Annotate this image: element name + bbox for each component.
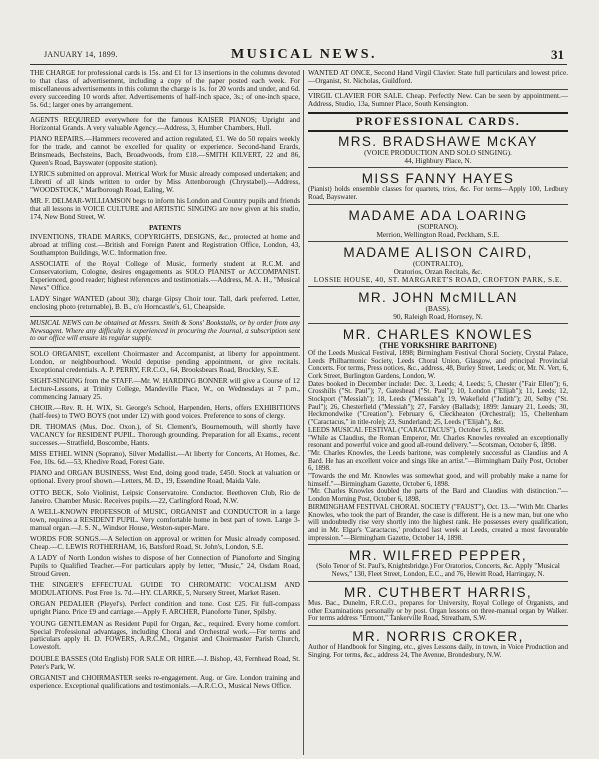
card-alison-caird: [308, 245, 568, 284]
card-notice: LEEDS MUSICAL FESTIVAL ("CARACTACUS"), October 5, 1898.: [308, 425, 506, 434]
issue-date: JANUARY 14, 1899.: [44, 50, 118, 59]
ad-lady-singer: LADY Singer WANTED (about 30); charge Gipsy Choir tour. Tall, dark preferred. Letter, enclosing photo (returnable), B. B., c/o Horncastle's, 61, Cheapside.: [30, 295, 300, 312]
card-name: MR. CHARLES KNOWLES: [342, 326, 534, 342]
card-body: (Solo Tenor of St. Paul's, Knightsbridge.) For Oratorios, Concerts, &c. Apply "Musical News," 130, Fleet Street, London, E.C., and 76, Hewitt Road, Harringay, N.: [316, 562, 560, 579]
ad-associate-rcm: ASSOCIATE of the Royal College of Music, formerly student at R.C.M. and Conservatorium, Cologne, desires engagements as SOLO PIANIST or ACCOMPANIST. Experienced, good reader; highest references and testimonials.—Address, M. A. H., "Musical News" Office.: [30, 260, 300, 293]
card-address: 44, Highbury Place, N.: [404, 156, 472, 166]
card-john-mcmillan: [308, 290, 568, 321]
ad-choir: CHOIR.—Rev. R. H. WIX, St. George's School, Harpenden, Herts, offers EXHIBITIONS (half-fees) to TWO BOYS (not under 12) with good voices. Preference to sons of clergy.: [30, 403, 300, 420]
ad-organ-pedalier: ORGAN PEDALIER (Pleyel's). Perfect condition and tone. Cost £25. Fit full-compass upright Piano. Price £9 and carriage.—Apply F. ARCHER, Pianoforte Tuner, Spilsby.: [30, 600, 300, 617]
card-line: (VOICE PRODUCTION AND SOLO SINGING).: [364, 148, 512, 158]
ad-singers-guide: THE SINGER'S EFFECTUAL GUIDE TO CHROMATIC VOCALISM AND MODULATIONS. Post Free 1s. 7d.—HY. CLARKE, 5, Nursery Street, Market Rasen.: [30, 581, 300, 598]
divider: [30, 113, 300, 114]
ad-patents-heading: PATENTS: [148, 224, 182, 233]
card-line: (CONTRALTO),: [412, 258, 464, 268]
ad-lady-north-london: A LADY of North London wishes to dispose of her Connection of Pianoforte and Singing Pupils to Qualified Teacher.—For particulars apply by letter, "Music," 24, Osdam Road, Stroud Green.: [30, 554, 300, 578]
card-cuthbert-harris: [308, 585, 568, 623]
card-name: MRS. BRADSHAWE McKAY: [338, 134, 538, 150]
ad-inventions: INVENTIONS, TRADE MARKS, COPYRIGHTS, DESIGNS, &c., protected at home and abroad at trifling cost.—British and Foreign Patent and Registration Office, London, 43, Southampton Buildings, W.C. Information free.: [30, 233, 300, 258]
ad-professor-of-music: A WELL-KNOWN PROFESSOR of MUSIC, ORGANIST and CONDUCTOR in a large town, requires a RESIDENT PUPIL. Very comfortable home in best part of town. Large 3-manual organ.—J. S. N., Windsor House, Weston-super-Mare.: [30, 507, 300, 532]
card-charles-knowles: [308, 327, 568, 543]
ad-double-basses: DOUBLE BASSES (Old English) FOR SALE OR HIRE.—J. Bishop, 43, Fernhead Road, St. Peter's Park, W.: [30, 654, 300, 671]
column-divider: [303, 70, 304, 755]
card-name: MR. CUTHBERT HARRIS,: [343, 584, 533, 600]
ad-solo-organist: SOLO ORGANIST, excellent Choirmaster and Accompanist, at liberty for appointment. London, or neighbourhood. Would deputise pending appointment, or give recitals. Exceptional credentials. A. P. PERRY, F.R.C.O., 64, Brooksbears Road, Brockley, S.E.: [30, 349, 300, 374]
card-name: MADAME ADA LOARING: [348, 207, 528, 223]
ad-sight-singing: SIGHT-SINGING from the STAFF.—Mr. W. HARDING BONNER will give a Course of 12 Lecture-Lessons, at Trinity College, Mandeville Place, W., on Wednesdays at 7 p.m., commencing January 25.: [30, 376, 300, 401]
card-fanny-hayes: [308, 171, 568, 201]
ad-otto-beck: OTTO BECK, Solo Violinist, Leipsic Conservatoire. Conductor. Beethoven Club, Rio de Janeiro. Chamber Music. Receives pupils.—22, Carlingford Road, N.W.: [30, 488, 300, 505]
card-notice: "Towards the end Mr. Knowles was somewhat good, and will probably make a name for himself."—Birmingham Gazette, October 6, 1898.: [308, 472, 568, 488]
divider: [308, 323, 568, 324]
divider: [308, 167, 568, 168]
ad-agents-required: AGENTS REQUIRED everywhere for the famous KAISER PIANOS; Upright and Horizontal Grands. A very valuable Agency.—Address, 3, Humber Chambers, Hull.: [30, 115, 300, 132]
ad-delmar-williamson: MR. F. DELMAR-WILLIAMSON begs to inform his London and Country pupils and friends that all lessons in VOICE CULTURE and ARTISTIC SINGING are now given at his studio, 174, New Bond Street, W.: [30, 197, 300, 222]
card-norris-croker: [308, 629, 568, 659]
card-line: (THE YORKSHIRE BARITONE): [379, 340, 497, 350]
ad-virgil-clavier-sale: VIRGIL CLAVIER FOR SALE. Cheap. Perfectly New. Can be seen by appointment.—Address, Studio, 13a, Sumner Place, South Kensington.: [308, 92, 568, 109]
ad-wanted-virgil-clavier: WANTED AT ONCE, Second Hand Virgil Clavier. State full particulars and lowest price.—Organist, St. Nicholas, Guildford.: [308, 70, 568, 85]
left-column: [30, 70, 300, 755]
card-bradshawe-mckay: [308, 134, 568, 165]
card-line: Oratorios, Orzan Recitals, &c.: [393, 266, 483, 276]
card-address: 90, Raleigh Road, Hornsey, N.: [393, 311, 483, 321]
card-notice: Dates booked in December include: Dec. 3, Leeds; 4, Leeds; 5, Chester ("Fair Ellen"); 6, Crosshills ("St. Paul"); 7, Gateshead ("St. Paul"); 10, London ("Elijah"); 11, Leeds; 12, Stockport ("Messiah"); 18, Leeds ("Messiah"); 19, Wakefield ("Judith"); 20, Selby ("St. Paul"); 26, Chesterfield ("Messiah"); 27, Farsley (Ballads); 1899: January 21, Leeds; 30, Heckmondwike ("Creation"). February 6, Cleckheaton (Orchestral); 15, Cheltenham ("Caractacus," in title-role); 23, Sunderland; 25, Leeds ("Elijah"), &c.: [308, 379, 568, 427]
ad-miss-ethel-winn: MISS ETHEL WINN (Soprano), Silver Medallist.—At liberty for Concerts, At Homes, &c. Fee, 10s. 6d.—53, Khedive Road, Forest Gate.: [30, 450, 300, 467]
card-name: MR. JOHN McMILLAN: [358, 289, 518, 305]
ad-organist-choirmaster: ORGANIST and CHOIRMASTER seeks re-engagement. Aug. or Gre. London training and experience. Exceptional qualifications and testimonials.—A.R.C.O., Musical News Office.: [30, 673, 300, 690]
divider: [30, 347, 300, 348]
card-name: MR. NORRIS CROKER,: [352, 628, 524, 644]
ad-words-for-songs: WORDS FOR SONGS.—A Selection on approval or written for Music already composed. Cheap.—C. LEWIS ROTHERHAM, 16, Batsford Road, St. John's, London, S.E.: [30, 534, 300, 551]
card-wilfred-pepper: [308, 548, 568, 578]
ad-musical-news-notice: MUSICAL NEWS can be obtained at Messrs. Smith & Sons' Bookstalls, or by order from any Newsagent. Where any difficulty is experienced in procuring the Journal, a subscription sent to our office will ensure its regular supply.: [30, 318, 300, 343]
ad-piano-repairs: PIANO REPAIRS.—Hammers recovered and action regulated, £1. We do 50 repairs weekly for the trade, and cannot be excelled for quality or experience. Second-hand Erards, Brinsmeads, Bechsteins, Bach, Broadwoods, from £18.—SMITH KILVERT, 22 and 86, Queen's Road, Bayswater (opposite station).: [30, 135, 300, 167]
card-body: Of the Leeds Musical Festival, 1898; Birmingham Festival Choral Society, Crystal Palace, Leeds Philharmonic Society, Leeds Choral Union, Glasgow, and principal Provincial Concerts. For terms, Press notices, &c., address, 48, Burley Street, Leeds; or, Mr. N. Vert, 6, Cork Street, Burlington Gardens, London, W.: [308, 348, 568, 380]
professional-cards-heading: PROFESSIONAL CARDS.: [355, 116, 521, 129]
card-notice: "While as Claudius, the Roman Emperor, Mr. Charles Knowles revealed an exceptionally resonant and powerful voice and good all-round delivery."—Scotsman, October 6, 1898.: [308, 433, 568, 450]
card-line: (SOPRANO).: [417, 221, 459, 231]
card-notice: BIRMINGHAM FESTIVAL CHORAL SOCIETY ("FAUST"), Oct. 13.—"With Mr. Charles Knowles, who took the part of Brander, the case is different. He is a new man, but one who will undoubtedly rise very shortly into the highest rank. He possesses every qualification, and in Mr. Elgar's 'Caractacus,' produced last week at Leeds, created a most favourable impression."—Birmingham Gazette, October 14, 1898.: [308, 502, 568, 542]
ad-charge-notice: THE CHARGE for professional cards is 15s. and £1 for 13 insertions in the columns devoted to that class of advertisement, including a copy of the paper posted each week. For miscellaneous advertisements in this column the charge is 1s. for 20 words and under, and 6d. every succeeding 10 words after. Advertisements of half-inch space, 3s.; of one-inch space, 5s. 6d.; larger ones by arrangement.: [30, 70, 300, 109]
card-line: (BASS).: [425, 303, 451, 313]
card-body: (Pianist) holds ensemble classes for quartets, trios, &c. For terms—Apply 100, Ledbury Road, Bayswater.: [308, 185, 568, 202]
divider: [308, 286, 568, 287]
card-address: Merrion, Wellington Road, Peckham, S.E.: [376, 229, 500, 239]
masthead-title: MUSICAL NEWS.: [230, 47, 378, 62]
card-name: MADAME ALISON CAIRD,: [343, 244, 533, 260]
header-rule: [30, 64, 567, 65]
divider: [308, 241, 568, 242]
card-body: Mus. Bac., Dunelm, F.R.C.O., prepares for University, Royal College of Organists, and other Examinations personally or by post. Organ lessons on three-manual organ by Walker. For terms address "Ermont," Tankerville Road, Streatham, S.W.: [308, 598, 568, 623]
section-rule: [308, 112, 568, 114]
card-ada-loaring: [308, 208, 568, 239]
divider: [308, 625, 568, 626]
divider: [308, 544, 568, 545]
divider: [30, 316, 300, 317]
ad-young-gentleman: YOUNG GENTLEMAN as Resident Pupil for Organ, &c., required. Every home comfort. Special Professional advantages, including Choral and Orchestral work.—For terms and particulars apply H. D. FOWERS, A.R.C.M., Organist and Choirmaster Parish Church, Lowestoft.: [30, 619, 300, 652]
card-name: MISS FANNY HAYES: [361, 171, 515, 187]
page-number: 31: [551, 47, 564, 62]
right-column: [308, 70, 568, 755]
card-notice: "Mr. Charles Knowles, the Leeds baritone, was completely successful as Claudius and A Bard. He has an excellent voice and sings like an artist."—Birmingham Daily Post, October 6, 1898.: [308, 448, 568, 473]
ad-dr-thomas: DR. THOMAS (Mus. Doc. Oxon.), of St. Clement's, Bournemouth, will shortly have VACANCY for RESIDENT PUPIL. Thorough grounding. Preparation for all Exams., recent successes.—Stratfield, Boscombe, Hants.: [30, 423, 300, 447]
card-address: LOSSIE HOUSE, 40, ST. MARGARET'S ROAD, CROFTON PARK, S.E.: [313, 274, 563, 284]
ad-piano-organ-business: PIANO and ORGAN BUSINESS, West End, doing good trade, £450. Stock at valuation or optional. Every proof shown.—Letters, M. D., 19, Essendine Road, Maida Vale.: [30, 469, 300, 486]
card-body: Author of Handbook for Singing, etc., gives Lessons daily, in town, in Voice Production and Singing. For terms, &c., address 24, The Avenue, Brondesbury, N.W.: [308, 642, 568, 659]
section-rule: [308, 130, 568, 132]
page-header: [44, 47, 564, 63]
divider: [308, 204, 568, 205]
card-name: MR. WILFRED PEPPER,: [348, 548, 528, 564]
divider: [308, 89, 568, 90]
ad-lyrics: LYRICS submitted on approval. Metrical Work for Music already composed undertaken; and Librettì of all kinds written to order by Miss Attenborough (Chrystabel).—Address, "WOODSTOCK," Marlborough Road, Ealing, W.: [30, 170, 300, 194]
divider: [308, 581, 568, 582]
card-notice: "Mr. Charles Knowles doubled the parts of the Bard and Claudius with distinction."—London Morning Post, October 6, 1898.: [308, 487, 568, 504]
